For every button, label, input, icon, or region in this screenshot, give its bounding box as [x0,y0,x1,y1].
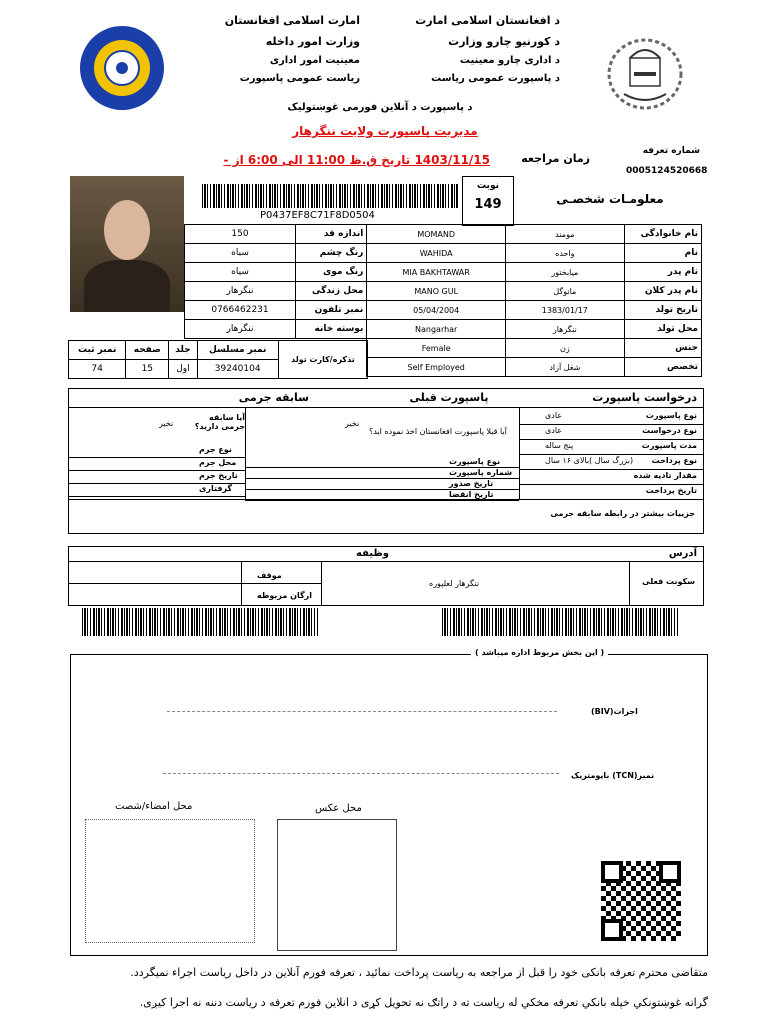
province-office: مدیریت پاسپورت ولایت ننگرهار [292,124,478,138]
criminal-row: نوع جرم [199,445,232,454]
request-section [68,388,704,534]
serial-label: نمبر مسلسل [197,341,278,360]
criminal-title: سابقه جرمی [238,391,309,404]
application-barcode [202,184,458,208]
latin-value: Nangarhar [367,320,506,339]
request-row-value: عادی [545,411,563,420]
request-row-label: نوع درخواست [642,426,697,435]
pashto-value: واحده [506,244,625,263]
request-row-label: نوع پرداخت [651,456,697,465]
sign-label: محل امضاء/شصت [115,801,193,812]
field-label: تخصص [624,358,701,377]
pashto-value: میابختور [506,263,625,282]
header-right-line-1: د افغانستان اسلامی امارت [415,14,560,27]
barcode-text: P0437EF8C71F8D0504 [260,210,375,221]
turn-label: نوبت [477,181,499,191]
prev-passport-title: پاسپورت قبلی [409,391,489,404]
qr-code-icon [601,861,681,941]
job-row-position: موقف [257,571,282,580]
page-label: صفحه [126,341,169,360]
personal-row [185,282,702,301]
measure-value: ننگرهار [185,320,296,339]
header-right-line-3: د اداری چارو معینیت [459,55,560,66]
criminal-details-label: جزییات بیشتر در رابطه سابقه جرمی [550,509,695,518]
measure-label: اندازه قد [296,225,367,244]
measure-label: محل زندگی [296,282,367,301]
field-label: نام [624,244,701,263]
criminal-row: محل جرم [199,458,237,467]
measure-value: ننگرهار [185,282,296,301]
measure-label: نمبر تلفون [296,301,367,320]
pashto-value: مانوگل [506,282,625,301]
header-left-line-1: امارت اسلامی افغانستان [224,14,360,27]
measure-value: سیاه [185,244,296,263]
measure-label: بوسته خانه [296,320,367,339]
appointment-value: 1403/11/15 تاریخ ق.ظ 11:00 الی 6:00 از - [223,153,490,167]
latin-value: Self Employed [367,358,506,377]
office-section [70,648,708,956]
request-row-label: نوع پاسپورت [645,411,697,420]
latin-value: MOMAND [367,225,506,244]
criminal-row: گرفتاری [199,484,233,493]
pashto-value: زن [506,339,625,358]
measure-label: رنگ چشم [296,244,367,263]
request-row-value: پنج ساله [545,441,574,450]
address-section [68,546,704,606]
latin-value: WAHIDA [367,244,506,263]
form-title: د پاسپورت د آنلاین فورمی غوښتولیک [287,102,473,113]
ref-label: شماره تعرفه [642,146,700,156]
photo-box [277,819,397,951]
criminal-answer: نخیر [159,419,174,428]
prev-passport-row: نوع پاسپورت [449,457,501,466]
job-row-organ: ارگان مربوطه [257,591,312,600]
prev-question: آیا قبلا پاسپورت افغانستان اخذ نموده اید؟ [369,427,507,436]
criminal-row: تاریخ جرم [199,471,238,480]
field-label: جنس [624,339,701,358]
request-row-value: (بزرگ سال )بالای ۱۶ سال [545,456,634,465]
photo-label: محل عکس [315,803,362,814]
latin-value: Female [367,339,506,358]
pashto-value: 1383/01/17 [506,301,625,320]
volume-label: جلد [169,341,197,360]
pashto-value: مومند [506,225,625,244]
volume-value: اول [169,360,197,379]
field-label: محل تولد [624,320,701,339]
request-row-label: مقدار تادیه شده [633,471,697,480]
request-row-label: مدت پاسپورت [641,441,697,450]
field-label: نام پدر [624,263,701,282]
current-residence-label: سکونت فعلی [642,577,695,586]
personal-row [185,244,702,263]
header-left-line-4: ریاست عمومی پاسپورت [239,73,360,84]
latin-value: MIA BAKHTAWAR [367,263,506,282]
field-label: تاریخ تولد [624,301,701,320]
header-left-line-2: وزارت امور داخله [265,35,360,48]
prev-passport-row: شماره پاسپورت [449,468,513,477]
page-value: 15 [126,360,169,379]
barcode-right [442,608,678,636]
pashto-value: شغل آزاد [506,358,625,377]
pashto-value: ننگرهار [506,320,625,339]
ref-number: 0005124520668 [626,166,708,176]
latin-value: 05/04/2004 [367,301,506,320]
latin-value: MANO GUL [367,282,506,301]
tcn-label: نمبر(TCN) بایومتریک [571,771,655,780]
measure-value: 0766462231 [185,301,296,320]
measure-value: سیاه [185,263,296,282]
job-title: وظیفه [356,548,389,559]
header-right-line-2: د کورنیو چارو وزارت [448,35,560,48]
header-left-line-3: معینیت امور اداری [269,55,360,66]
footer-line-1: متقاضی محترم تعرفه بانکی خود را قبل از مراجعه به ریاست پرداخت نمائید ، تعرفه فورم آنلاین در داخل ریاست اجراء نمیگردد. [130,966,708,979]
header-right-line-4: د پاسپورت عمومی ریاست [431,73,560,84]
personal-row [185,320,702,339]
tazkira-table [68,340,368,379]
request-row-label: تاریخ پرداخت [645,486,697,495]
prev-answer: نخیر [345,419,360,428]
reg-value: 74 [69,360,126,379]
applicant-photo [70,176,184,312]
barcode-left [82,608,318,636]
appointment-label: زمان مراجعه [521,152,590,165]
office-title: ( این بخش مربوط اداره میباشد ) [471,648,608,657]
request-row-value: عادی [545,426,563,435]
prev-passport-row: تاریخ صدور [449,479,494,488]
current-residence-value: ننگرهار لعلپوره [429,579,480,588]
ministry-seal-icon [80,26,164,110]
sign-box [85,819,255,943]
request-title: درخواست پاسپورت [592,391,697,404]
field-label: نام پدر کلان [624,282,701,301]
section-personal-title: معلومـات شخصـی [556,192,664,206]
turn-value: 149 [474,197,502,212]
address-title: آدرس [668,548,697,559]
biv-label: اجرات(BIV) [591,707,638,716]
measure-value: 150 [185,225,296,244]
emirate-emblem-icon [604,28,686,110]
measure-label: رنگ موی [296,263,367,282]
field-label: نام خانوادگی [624,225,701,244]
personal-row [185,301,702,320]
footer-line-2: گرانه غوښتونکي خپله بانکي تعرفه مخکي له ریاست ته د راتګ نه تحویل کړی د انلاین فورم تعرفه د ریاست دننه نه اجرا کیږی. [139,996,708,1009]
prev-passport-row: تاریخ انقضا [449,490,494,499]
tazkira-label: تذکره/کارت تولد [278,341,367,379]
serial-value: 39240104 [197,360,278,379]
reg-label: نمبر ثبت [69,341,126,360]
personal-row [185,225,702,244]
personal-row [185,263,702,282]
criminal-question: آیا سابقه جرمی دارید؟ [194,413,245,431]
